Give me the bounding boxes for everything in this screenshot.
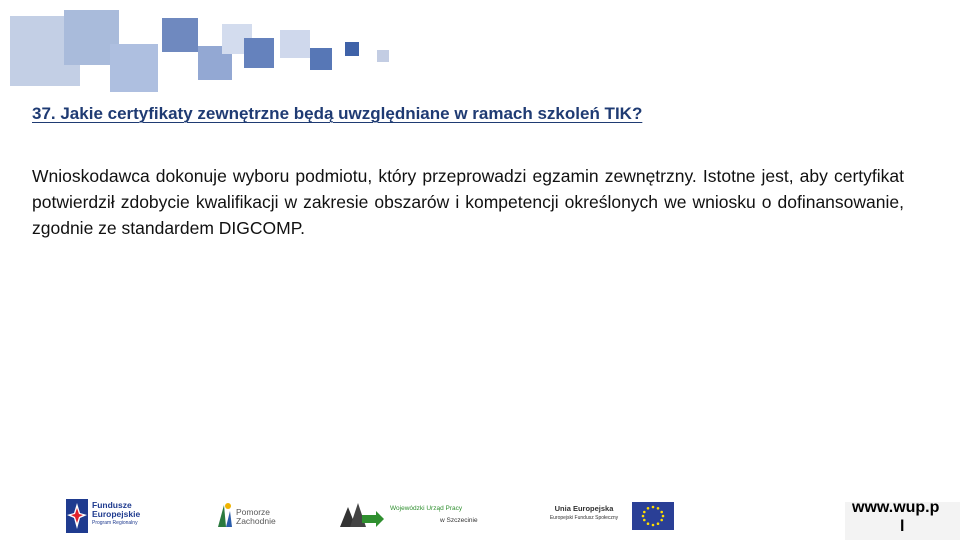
wup-arrow-icon bbox=[338, 501, 386, 529]
fe-star-icon bbox=[66, 499, 88, 533]
ue-line1: Unia Europejska bbox=[554, 504, 614, 513]
website-url[interactable]: www.wup.p bbox=[852, 499, 940, 516]
pz-line1: Pomorze bbox=[236, 507, 271, 517]
deco-square bbox=[377, 50, 389, 62]
fe-line2: Europejskie bbox=[92, 508, 141, 519]
wup-line2: w Szczecinie bbox=[440, 516, 478, 524]
deco-square bbox=[162, 18, 198, 52]
pz-line2: Zachodnie bbox=[236, 515, 276, 526]
deco-square bbox=[244, 38, 274, 68]
wup-line1: Wojewódzki Urząd Pracy bbox=[390, 505, 463, 512]
wup-szczecin-logo bbox=[338, 501, 488, 533]
fundusze-europejskie-logo bbox=[66, 497, 166, 535]
deco-square bbox=[345, 42, 359, 56]
unia-europejska-logo bbox=[540, 501, 680, 533]
website-url-continuation[interactable]: l bbox=[900, 518, 905, 535]
slide-title: 37. Jakie certyfikaty zewnętrzne będą uwzględniane w ramach szkoleń TIK? bbox=[32, 104, 643, 123]
ue-line2: Europejski Fundusz Społeczny bbox=[549, 514, 619, 521]
eu-flag-icon bbox=[632, 502, 674, 530]
pz-sail-icon bbox=[214, 501, 234, 529]
pomorze-zachodnie-logo bbox=[214, 501, 284, 533]
deco-square bbox=[280, 30, 310, 58]
slide-body-text: Wnioskodawca dokonuje wyboru podmiotu, który przeprowadzi egzamin zewnętrzny. Istotne jest, aby certyfikat potwierdził zdobycie kwalifikacji w zakresie obszarów i kompetencji określonych we wniosku o dofinansowanie, zgodnie ze standardem DIGCOMP. bbox=[32, 166, 904, 238]
deco-square bbox=[310, 48, 332, 70]
fe-line3: Program Regionalny bbox=[92, 519, 138, 526]
footer-logos bbox=[0, 495, 960, 540]
deco-square bbox=[110, 44, 158, 92]
fe-line1: Fundusze bbox=[92, 500, 132, 510]
